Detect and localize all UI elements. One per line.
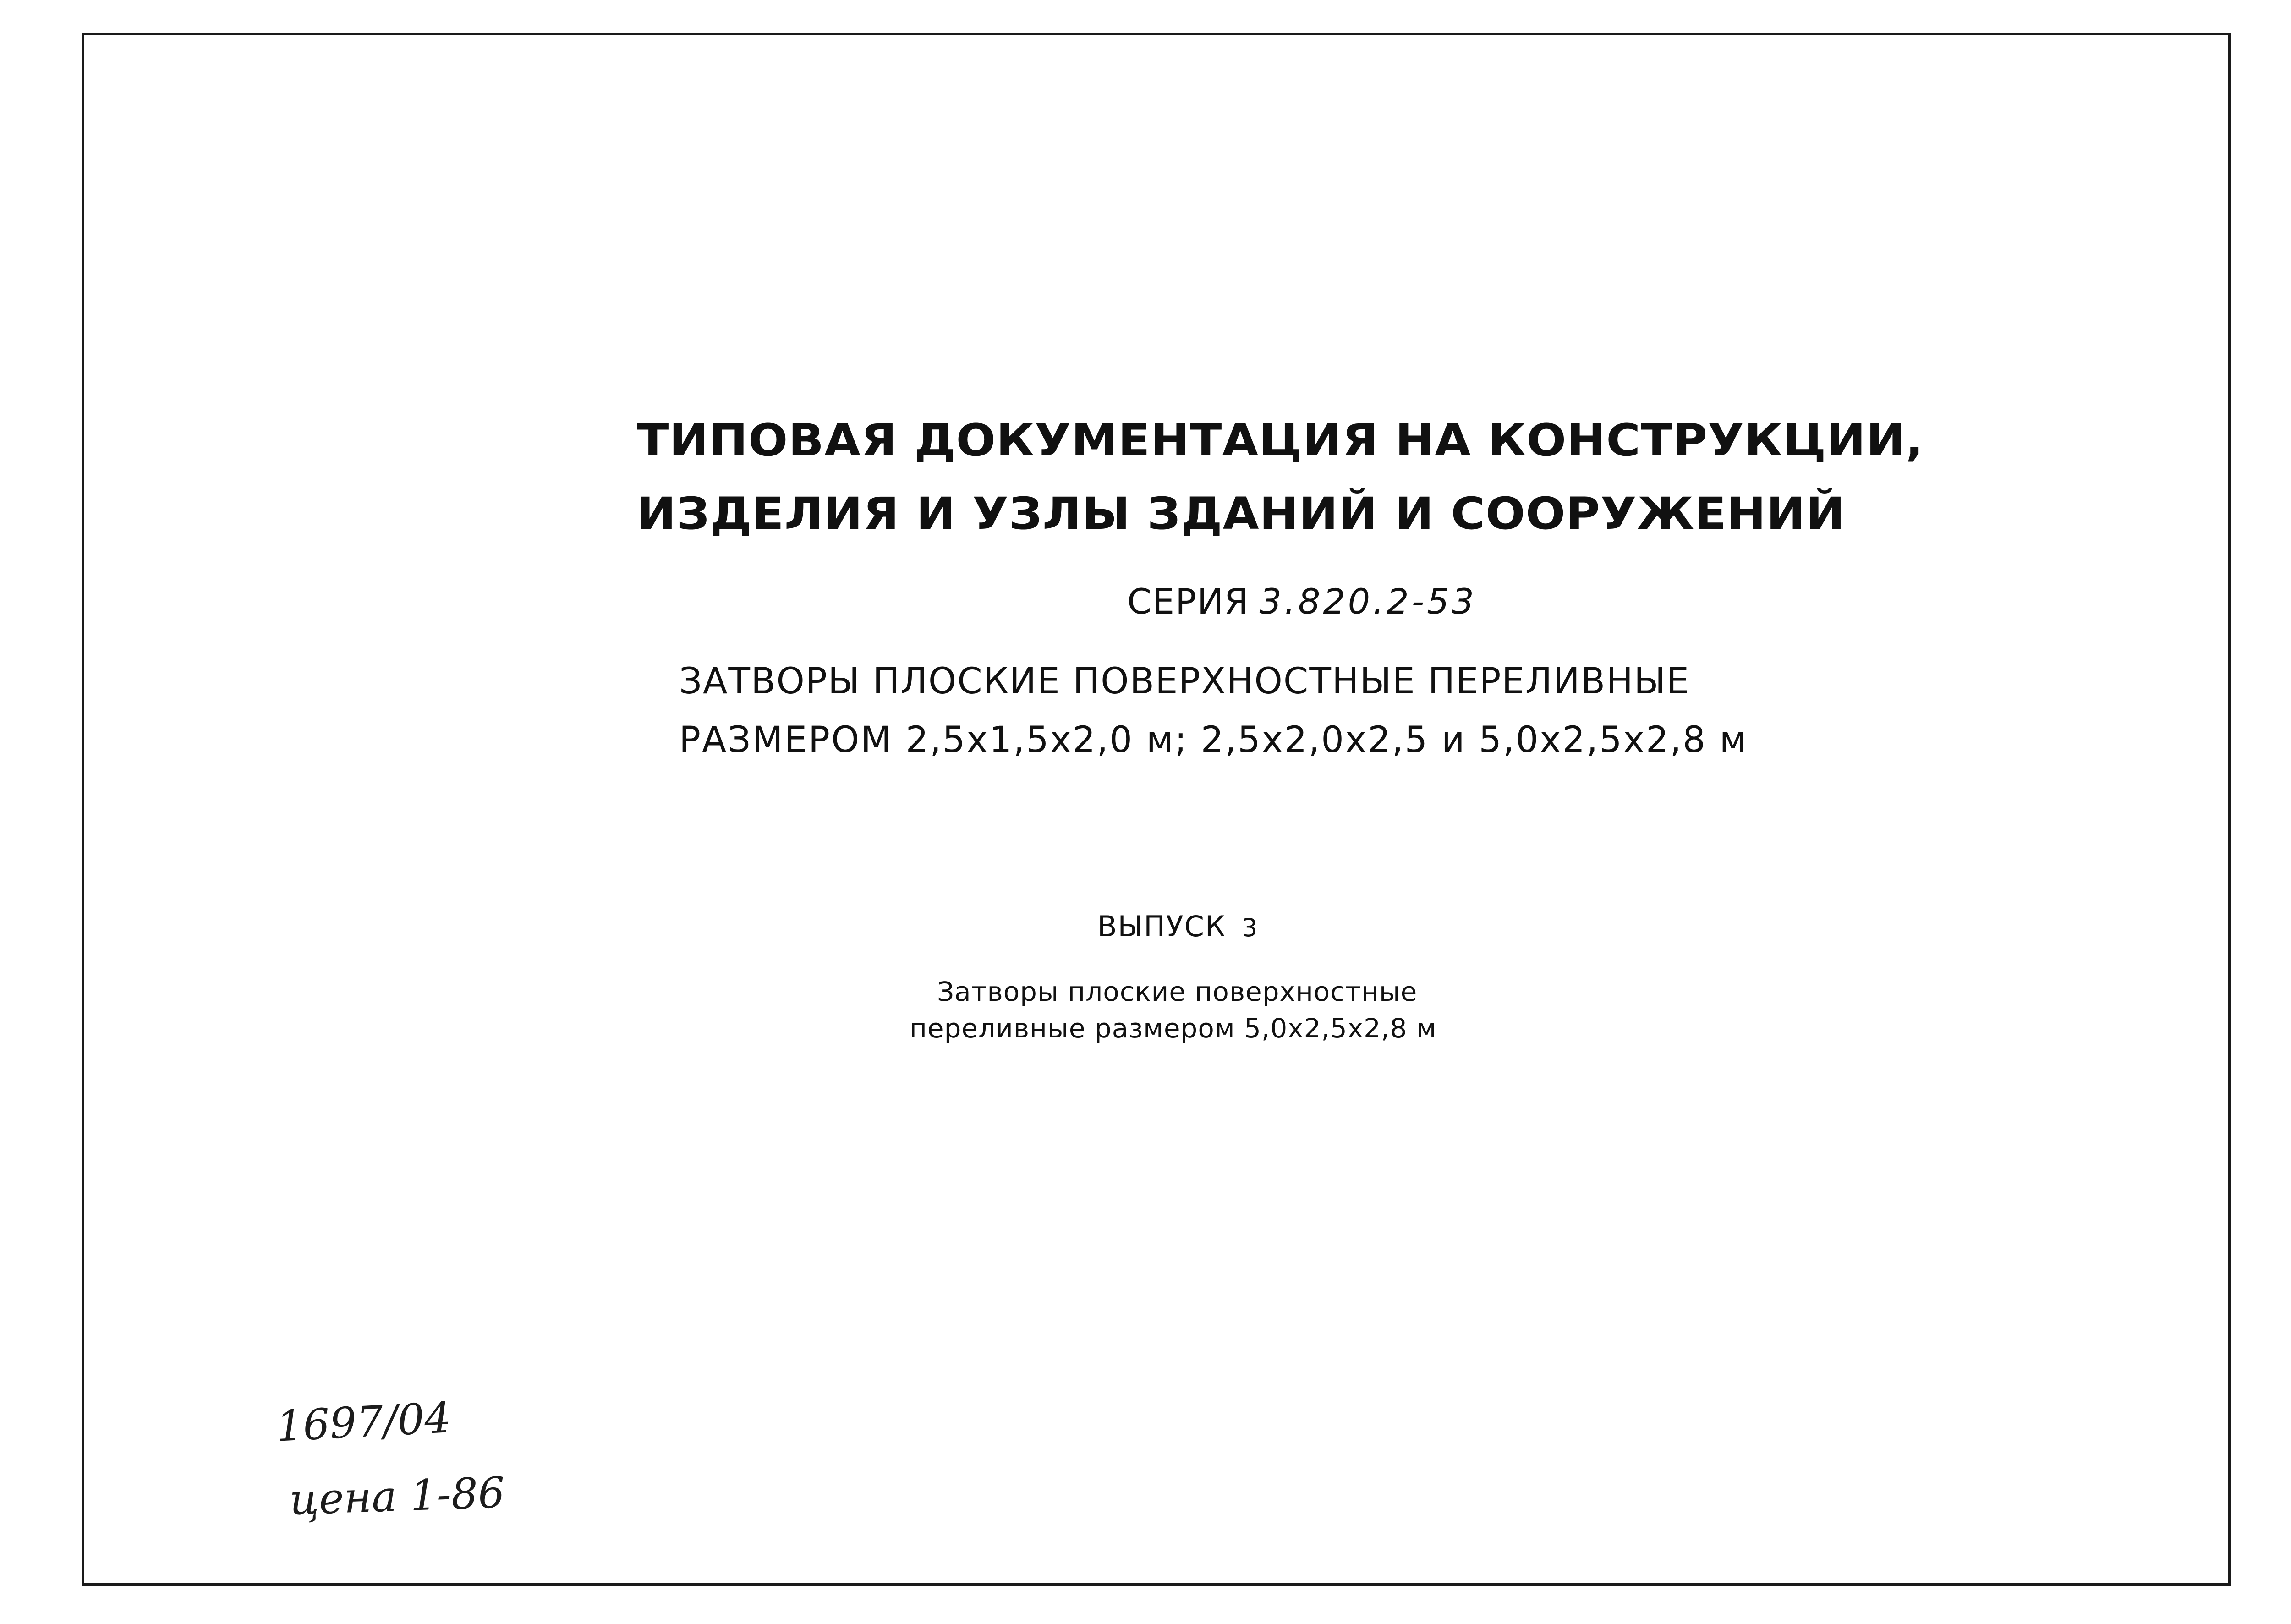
handwritten-code: 1697/04	[275, 1393, 453, 1451]
series-line	[1127, 581, 1477, 622]
sheet-frame	[82, 33, 2231, 1586]
subtitle-line-1: ЗАТВОРЫ ПЛОСКИЕ ПОВЕРХНОСТНЫЕ ПЕРЕЛИВНЫЕ	[679, 661, 1690, 702]
handwritten-price: цена 1-86	[289, 1468, 506, 1525]
issue-description-line-2: переливные размером 5,0х2,5х2,8 м	[910, 1013, 1437, 1044]
subtitle-line-2: РАЗМЕРОМ 2,5х1,5х2,0 м; 2,5х2,0х2,5 и 5,0х2,5х2,8 м	[679, 719, 1748, 761]
series-label: СЕРИЯ	[1127, 581, 1250, 622]
series-number: 3.820.2-53	[1259, 581, 1477, 622]
document-title-line-1: ТИПОВАЯ ДОКУМЕНТАЦИЯ НА КОНСТРУКЦИИ,	[637, 415, 1924, 466]
issue-number: 3	[1241, 913, 1259, 942]
document-title-line-2: ИЗДЕЛИЯ И УЗЛЫ ЗДАНИЙ И СООРУЖЕНИЙ	[637, 488, 1846, 539]
issue-description-line-1: Затворы плоские поверхностные	[937, 976, 1418, 1007]
issue-line	[1097, 910, 1258, 943]
issue-label: ВЫПУСК	[1097, 910, 1226, 943]
